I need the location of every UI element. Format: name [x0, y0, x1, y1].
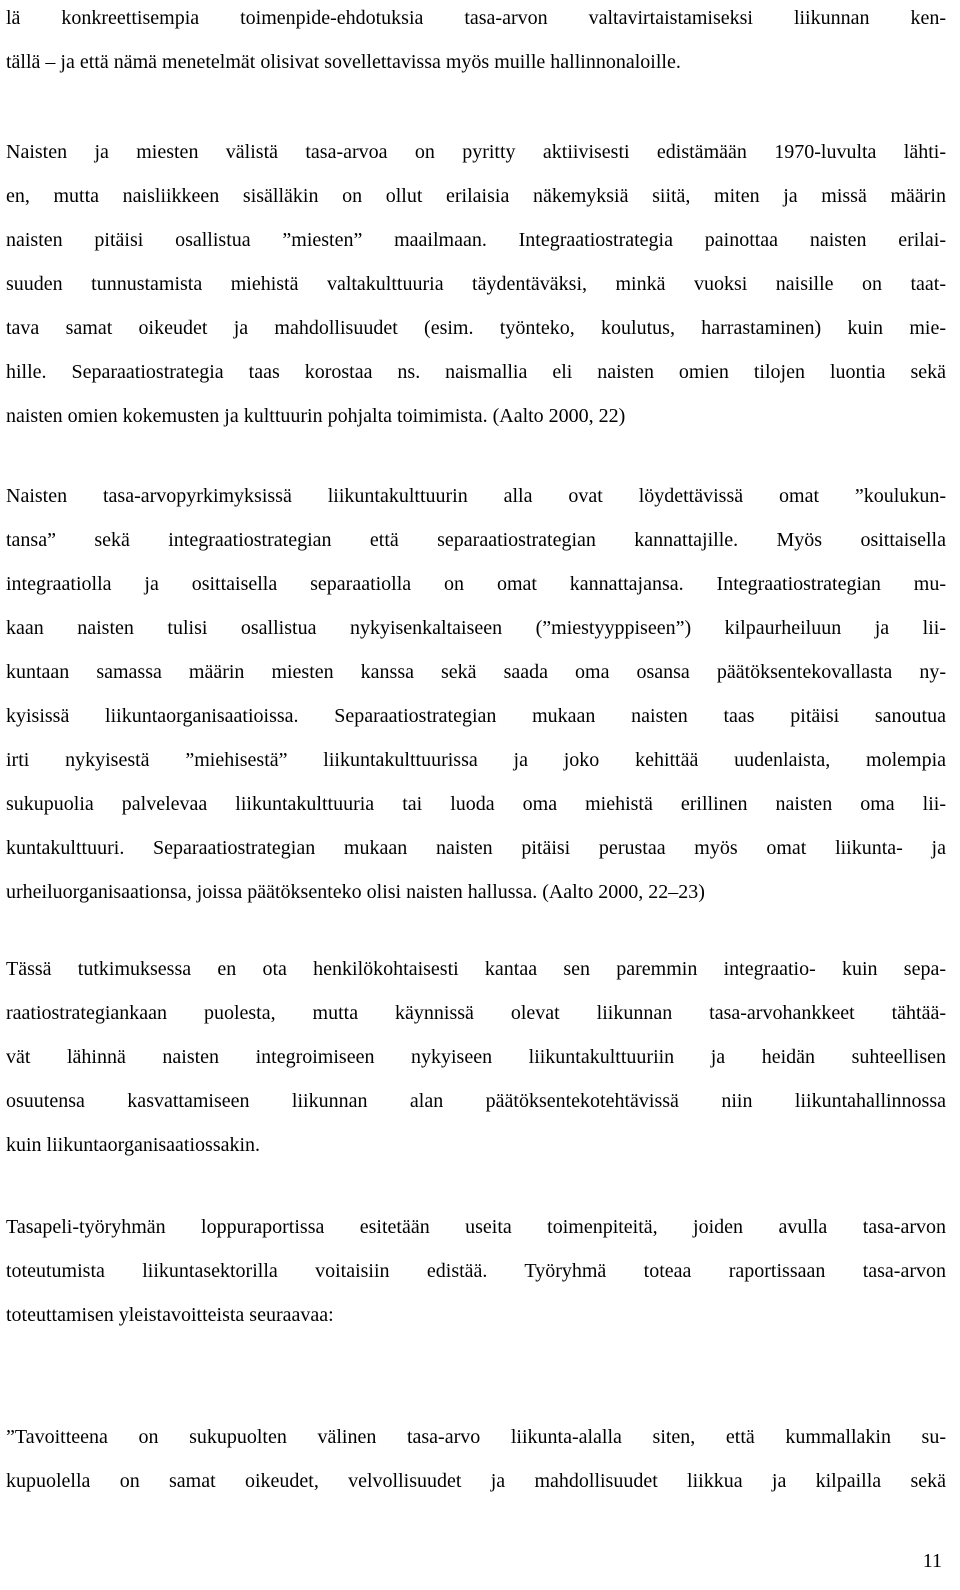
page-number: 11 [922, 1550, 942, 1572]
text-line: vät lähinnä naisten integroimiseen nykyiseen liikuntakulttuuriin ja heidän suhteellisen [6, 1046, 946, 1068]
text-line: Naisten tasa-arvopyrkimyksissä liikuntakulttuurin alla ovat löydettävissä omat ”koulukun- [6, 485, 946, 507]
text-line: Naisten ja miesten välistä tasa-arvoa on pyritty aktiivisesti edistämään 1970-luvulta lähti- [6, 141, 946, 163]
text-line: en, mutta naisliikkeen sisälläkin on ollut erilaisia näkemyksiä siitä, miten ja missä määrin [6, 185, 946, 207]
text-line: irti nykyisestä ”miehisestä” liikuntakulttuurissa ja joko kehittää uudenlaista, molempia [6, 749, 946, 771]
text-line: urheiluorganisaationsa, joissa päätöksenteko olisi naisten hallussa. (Aalto 2000, 22–23) [6, 881, 705, 903]
text-line: naisten omien kokemusten ja kulttuurin pohjalta toimimista. (Aalto 2000, 22) [6, 405, 626, 427]
text-line: toteuttamisen yleistavoitteista seuraavaa: [6, 1304, 334, 1326]
text-line: Tässä tutkimuksessa en ota henkilökohtaisesti kantaa sen paremmin integraatio- kuin sepa- [6, 958, 946, 980]
text-line: integraatiolla ja osittaisella separaatiolla on omat kannattajansa. Integraatiostrategian mu- [6, 573, 946, 595]
text-line: Tasapeli-työryhmän loppuraportissa esitetään useita toimenpiteitä, joiden avulla tasa-arvon [6, 1216, 946, 1238]
text-line: tällä – ja että nämä menetelmät olisivat sovellettavissa myös muille hallinnonaloille. [6, 51, 681, 73]
text-line: kuin liikuntaorganisaatiossakin. [6, 1134, 261, 1156]
paragraph-1 [0, 0, 960, 84]
text-line: kupuolella on samat oikeudet, velvollisuudet ja mahdollisuudet liikkua ja kilpailla sekä [6, 1470, 946, 1492]
text-line: hille. Separaatiostrategia taas korostaa ns. naismallia eli naisten omien tilojen luontia sekä [6, 361, 946, 383]
text-line: raatiostrategiankaan puolesta, mutta käynnissä olevat liikunnan tasa-arvohankkeet tähtää- [6, 1002, 946, 1024]
text-line: osuutensa kasvattamiseen liikunnan alan päätöksentekotehtävissä niin liikuntahallinnossa [6, 1090, 946, 1112]
paragraph-5 [0, 1205, 960, 1337]
text-line: ”Tavoitteena on sukupuolten välinen tasa-arvo liikunta-alalla siten, että kummallakin su- [6, 1426, 946, 1448]
text-line: kuntakulttuuri. Separaatiostrategian mukaan naisten pitäisi perustaa myös omat liikunta- ja [6, 837, 946, 859]
text-line: kaan naisten tulisi osallistua nykyisenkaltaiseen (”miestyyppiseen”) kilpaurheiluun ja lii- [6, 617, 946, 639]
text-line: toteutumista liikuntasektorilla voitaisiin edistää. Työryhmä toteaa raportissaan tasa-arvon [6, 1260, 946, 1282]
paragraph-3 [0, 474, 960, 914]
text-line: sukupuolia palvelevaa liikuntakulttuuria tai luoda oma miehistä erillinen naisten oma lii- [6, 793, 946, 815]
paragraph-4 [0, 947, 960, 1167]
text-line: tansa” sekä integraatiostrategian että separaatiostrategian kannattajille. Myös osittaisella [6, 529, 946, 551]
text-line: naisten pitäisi osallistua ”miesten” maailmaan. Integraatiostrategia painottaa naisten erilai- [6, 229, 946, 251]
text-line: kuntaan samassa määrin miesten kanssa sekä saada oma osansa päätöksentekovallasta ny- [6, 661, 946, 683]
paragraph-6-quote [0, 1415, 960, 1503]
text-line: tava samat oikeudet ja mahdollisuudet (esim. työnteko, koulutus, harrastaminen) kuin mie- [6, 317, 946, 339]
text-line: suuden tunnustamista miehistä valtakulttuuria täydentäväksi, minkä vuoksi naisille on taat- [6, 273, 946, 295]
text-line: kyisissä liikuntaorganisaatioissa. Separaatiostrategian mukaan naisten taas pitäisi sanoutua [6, 705, 946, 727]
text-line: lä konkreettisempia toimenpide-ehdotuksia tasa-arvon valtavirtaistamiseksi liikunnan ken- [6, 7, 946, 29]
paragraph-2 [0, 130, 960, 438]
